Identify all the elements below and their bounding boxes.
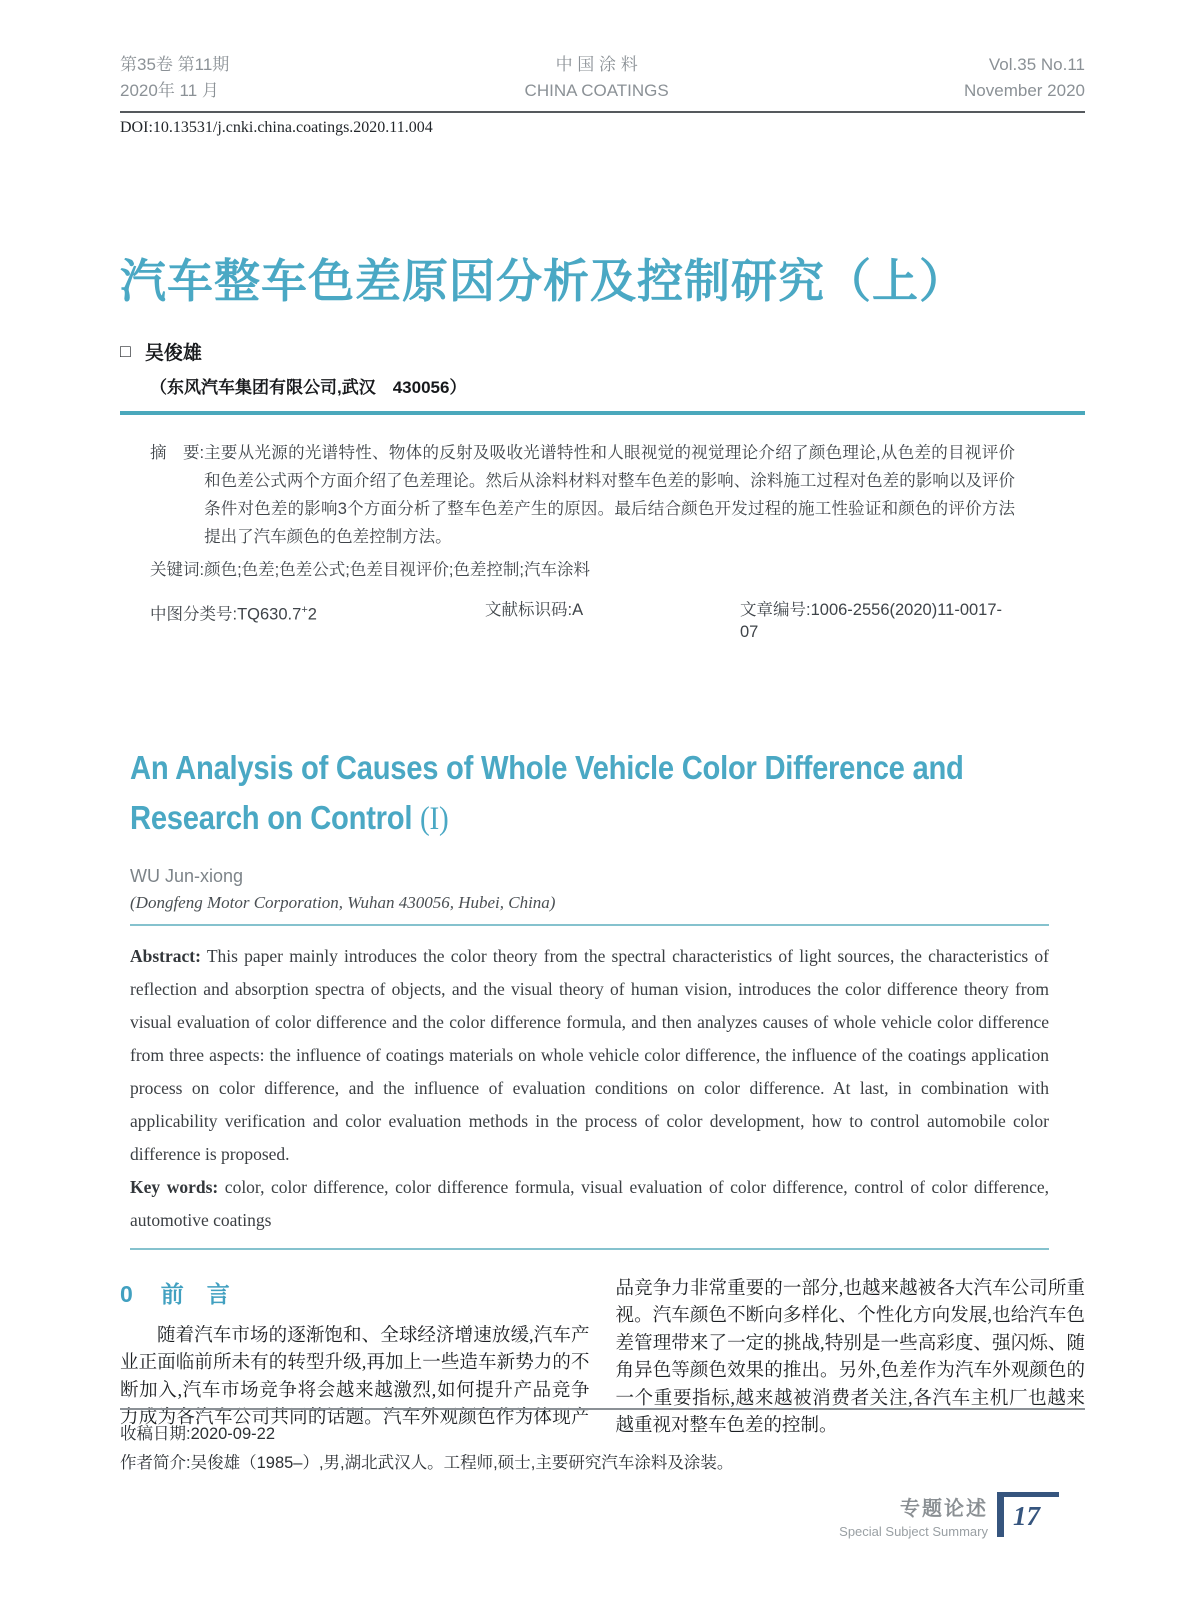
author-row [120,338,1085,365]
author-name-en: WU Jun-xiong [130,865,244,886]
volume-issue-cn: 第35卷 第11期 [120,55,230,74]
category-badge [839,1492,1059,1539]
section-heading [120,1276,590,1309]
doi: DOI:10.13531/j.cnki.china.coatings.2020.11.004 [120,119,433,136]
clc-number: 中图分类号:TQ630.7+2 [150,603,317,624]
english-divider-top [130,924,1049,926]
body-paragraph: 随着汽车市场的逐渐饱和、全球经济增速放缓,汽车产业正面临前所未有的转型升级,再加上一些造车新势力的不断加入,汽车市场竞争将会越来越激烈,如何提升产品竞争力成为各汽车公司共同的话题。汽车外观颜色作为体现产品竞争力非常重要的一部分,也越来越被各大汽车公司所重视。汽车颜色不断向多样化、个性化方向发展,也给汽车色差管理带来了一定的挑战,特别是一些高彩度、强闪烁、随角异色等颜色效果的推出。另外,色差作为汽车外观颜色的一个重要指标,越来越被消费者关注,各汽车主机厂也越来越重视对整车色差的控制。 [120,1278,1085,1437]
article-title-en: An Analysis of Causes of Whole Vehicle Color Difference and Research on Control (I) [130,748,964,837]
title-en-numeral: (I) [420,800,449,837]
header-center [525,52,669,104]
section-title: 前 言 [160,1280,230,1307]
clc-superscript: + [301,603,308,616]
article-title-cn: 汽车整车色差原因分析及控制研究（上） [120,255,966,307]
volume-issue-en: Vol.35 No.11 [988,55,1085,74]
received-date: 收稿日期:2020-09-22 [120,1425,275,1443]
title-divider-rule [120,411,1085,415]
header-left [120,52,229,104]
footnote-area [120,1408,1085,1478]
abstract-en-label: Abstract: [130,945,201,966]
document-code: 文献标识码:A [485,600,584,619]
classification-row [150,599,1015,643]
keywords-cn-label: 关键词: [150,560,205,579]
journal-name-cn: 中 国 涂 料 [555,55,638,74]
page-content [120,0,1085,1441]
affiliation-cn: （东风汽车集团有限公司,武汉 430056） [150,377,467,397]
author-marker-icon: □ [120,340,131,361]
keywords-en-text: color, color difference, color difference formula, visual evaluation of color difference, control of color difference, automotive coatings [130,1176,1049,1230]
keywords-en-label: Key words: [130,1176,219,1197]
affiliation-en: (Dongfeng Motor Corporation, Wuhan 430056, Hubei, China) [130,892,556,912]
abstract-cn [150,439,1015,551]
header-right [964,52,1085,104]
keywords-cn [150,556,1015,584]
date-cn: 2020年 11 月 [120,81,219,100]
category-name-cn: 专题论述 [900,1498,988,1520]
date-en: November 2020 [964,81,1085,100]
journal-name-en: CHINA COATINGS [524,81,669,100]
keywords-cn-text: 颜色;色差;色差公式;色差目视评价;色差控制;汽车涂料 [204,560,591,579]
author-name-cn: 吴俊雄 [144,342,202,364]
abstract-en [130,940,1049,1171]
abstract-cn-label: 摘 要: [150,443,205,462]
abstract-en-text: This paper mainly introduces the color theory from the spectral characteristics of light sources, the characteristics of reflection and absorption spectra of objects, and the visual theory of human vision, introduces the color difference theory from visual evaluation of color difference and the color difference formula, and then analyzes causes of whole vehicle color difference from three aspects: the influence of coatings materials on whole vehicle color difference, the influence of the coatings application process on color difference, and the influence of evaluation conditions on color difference. At last, in combination with applicability verification and color evaluation methods in the process of color development, how to control automobile color difference is proposed. [130,945,1049,1164]
page-number: 17 [997,1492,1059,1537]
category-name-en: Special Subject Summary [839,1524,988,1539]
abstract-cn-text: 主要从光源的光谱特性、物体的反射及吸收光谱特性和人眼视觉的视觉理论介绍了颜色理论,从色差的目视评价和色差公式两个方面介绍了色差理论。然后从涂料材料对整车色差的影响、涂料施工过程对色差的影响以及评价条件对色差的影响3个方面分析了整车色差产生的原因。最后结合颜色开发过程的施工性验证和颜色的评价方法提出了汽车颜色的色差控制方法。 [204,443,1015,546]
english-section [130,743,1049,1250]
journal-header [120,0,1085,104]
header-divider [120,111,1085,113]
badge-titles [839,1492,988,1539]
english-divider-bottom [130,1248,1049,1250]
chinese-meta-block [150,439,1015,643]
author-bio: 作者简介:吴俊雄（1985–）,男,湖北武汉人。工程师,硕士,主要研究汽车涂料及涂装。 [120,1454,734,1472]
article-id: 文章编号:1006-2556(2020)11-0017-07 [740,600,1003,641]
keywords-en [130,1171,1049,1237]
section-number: 0 [120,1280,133,1307]
